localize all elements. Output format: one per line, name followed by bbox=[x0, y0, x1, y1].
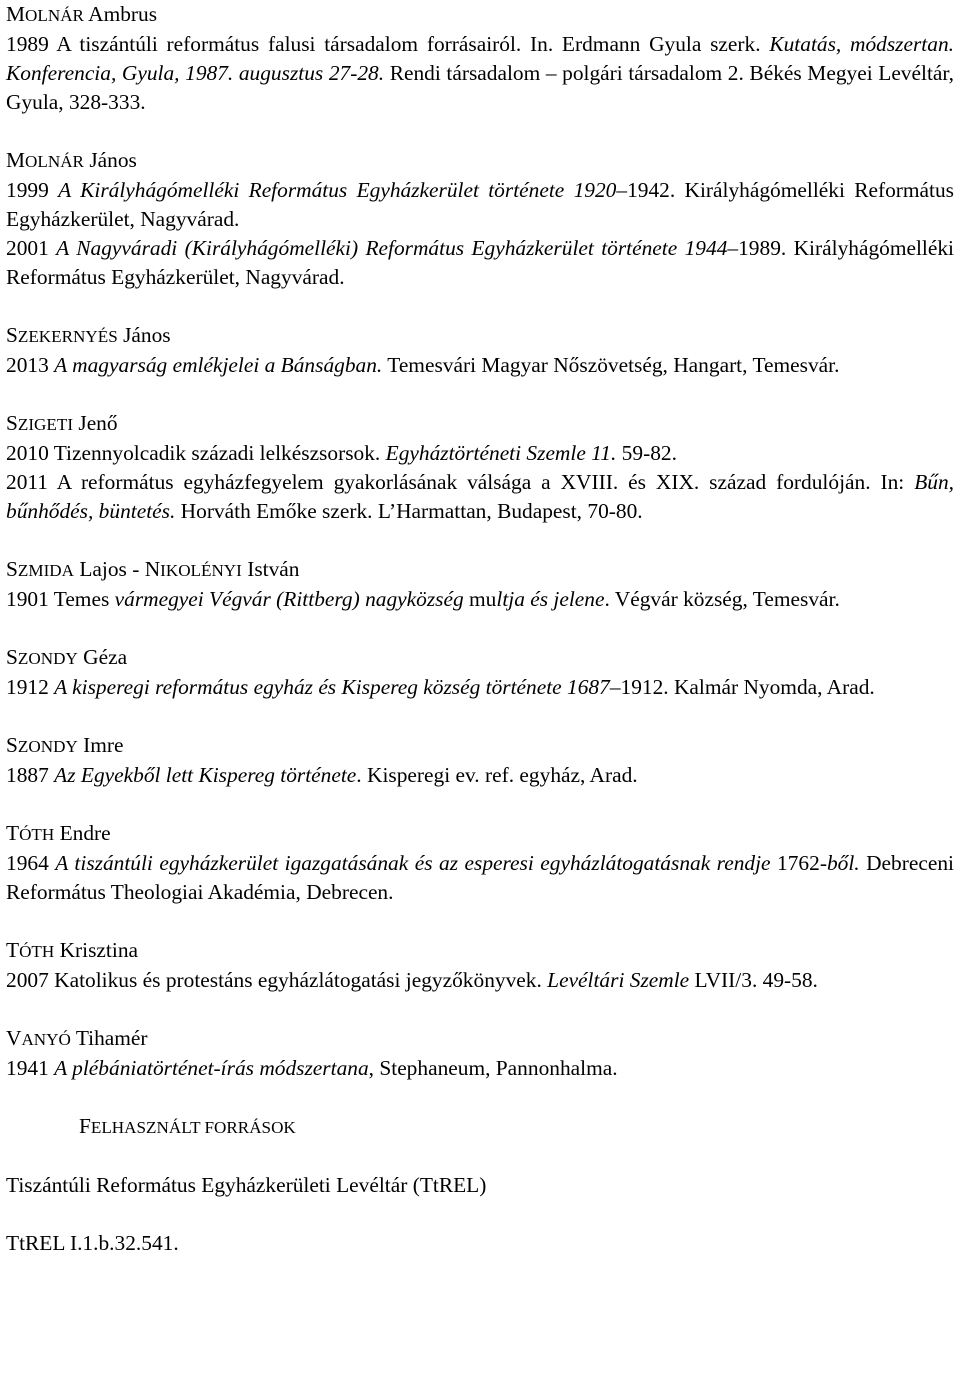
bibliography-entry bbox=[6, 819, 954, 907]
citation-text: 1887 bbox=[6, 763, 55, 787]
author-given-name: János bbox=[83, 148, 137, 172]
citation-title-italic: A tiszántúli egyházkerület igazgatásának és az esperesi egyházlátogatásnak rendje bbox=[55, 851, 778, 875]
entry-spacer bbox=[6, 995, 954, 1024]
author2-surname-rest: IKOLÉNYI bbox=[160, 561, 242, 580]
author-name bbox=[6, 555, 954, 585]
citation-text: LVII/3. 49-58. bbox=[689, 968, 818, 992]
author-name bbox=[6, 819, 954, 849]
author-surname-rest: ZMIDA bbox=[17, 561, 74, 580]
section-heading-initial: F bbox=[79, 1114, 91, 1138]
citation bbox=[6, 351, 954, 380]
citation-text: . Kisperegi ev. ref. egyház, Arad. bbox=[356, 763, 638, 787]
archive-reference: TtREL I.1.b.32.541. bbox=[6, 1231, 179, 1255]
author-surname-rest: ZONDY bbox=[17, 737, 78, 756]
author-surname-rest: ÓTH bbox=[19, 825, 55, 844]
citation-text: –1942. Királyhágómelléki Református Egyházkerület, Nagyvárad. bbox=[6, 178, 955, 231]
author-given-name: Endre bbox=[54, 821, 111, 845]
entry-spacer bbox=[6, 117, 954, 146]
author-given-name: Ambrus bbox=[83, 2, 158, 26]
citation-title-italic: ltja és jelene bbox=[496, 587, 605, 611]
citation-text: Rendi társadalom – polgári társadalom 2. Békés Megyei Levéltár, Gyula, 328-333. bbox=[6, 61, 954, 114]
citation-title-italic: Kutatás, módszertan. Konferencia, Gyula, 1987. augusztus 27-28. bbox=[6, 32, 954, 85]
citation-text: 2013 bbox=[6, 353, 55, 377]
citation-title-italic: A magyarság emlékjelei a Bánságban. bbox=[54, 353, 383, 377]
author-name bbox=[6, 731, 954, 761]
spacer bbox=[6, 1142, 954, 1171]
citation-text: 2007 Katolikus és protestáns egyházlátogatási jegyzőkönyvek. bbox=[6, 968, 548, 992]
citation bbox=[6, 585, 954, 614]
citation bbox=[6, 234, 954, 292]
author-name bbox=[6, 643, 954, 673]
citation-text: 1762- bbox=[777, 851, 827, 875]
citation-text: 1999 bbox=[6, 178, 59, 202]
citation-title-italic: Egyháztörténeti Szemle 11. bbox=[385, 441, 617, 465]
entry-spacer bbox=[6, 702, 954, 731]
citation-text: . Végvár község, Temesvár. bbox=[604, 587, 840, 611]
author-given-name: Jenő bbox=[73, 411, 118, 435]
author-given-name: Tihamér bbox=[70, 1026, 148, 1050]
author-name bbox=[6, 936, 954, 966]
bibliography-entry bbox=[6, 643, 954, 702]
citation bbox=[6, 176, 954, 234]
author-surname-initial: S bbox=[6, 733, 18, 757]
entry-spacer bbox=[6, 907, 954, 936]
citation-title-italic: Az Egyekből lett Kispereg története bbox=[54, 763, 357, 787]
citation-text: 2001 bbox=[6, 236, 57, 260]
spacer bbox=[6, 1200, 954, 1229]
entry-spacer bbox=[6, 380, 954, 409]
archive-name: Tiszántúli Református Egyházkerületi Levéltár (TtREL) bbox=[6, 1173, 487, 1197]
bibliography-entry bbox=[6, 555, 954, 614]
author-surname-rest: ZONDY bbox=[17, 649, 78, 668]
citation-text: 1964 bbox=[6, 851, 56, 875]
author-given-name: Géza bbox=[77, 645, 128, 669]
author-given-name: Krisztina bbox=[54, 938, 139, 962]
citation-title-italic: Bűn, bűnhődés, büntetés. bbox=[6, 470, 954, 523]
author-given-name: Lajos - bbox=[73, 557, 145, 581]
citation-text: –1912. Kalmár Nyomda, Arad. bbox=[609, 675, 875, 699]
author-name bbox=[6, 0, 954, 30]
citation-text: –1989. Királyhágómelléki Református Egyházkerület, Nagyvárad. bbox=[6, 236, 954, 289]
author-surname-initial: S bbox=[6, 645, 18, 669]
author-name bbox=[6, 409, 954, 439]
author-surname-rest: ANYÓ bbox=[21, 1030, 71, 1049]
citation-text: 2011 A református egyházfegyelem gyakorlásának válsága a XVIII. és XIX. század fordulóján. In: bbox=[6, 470, 915, 494]
author-surname-rest: ZEKERNYÉS bbox=[17, 327, 118, 346]
citation bbox=[6, 468, 954, 526]
author-surname-initial: V bbox=[6, 1026, 22, 1050]
section-heading bbox=[6, 1112, 954, 1142]
citation bbox=[6, 1054, 954, 1083]
citation-text: Debreceni Református Theologiai Akadémia, Debrecen. bbox=[6, 851, 954, 904]
citation-text: Horváth Emőke szerk. L’Harmattan, Budapest, 70-80. bbox=[175, 499, 643, 523]
bibliography-entry bbox=[6, 146, 954, 292]
citation bbox=[6, 439, 954, 468]
citation-text: 59-82. bbox=[616, 441, 677, 465]
bibliography-list bbox=[6, 0, 954, 1083]
entry-spacer bbox=[6, 292, 954, 321]
citation bbox=[6, 673, 954, 702]
bibliography-entry bbox=[6, 936, 954, 995]
author-surname-initial: M bbox=[6, 148, 26, 172]
citation bbox=[6, 30, 954, 117]
spacer bbox=[6, 1083, 954, 1112]
author-surname-initial: T bbox=[6, 938, 20, 962]
citation-title-italic: A Királyhágómelléki Református Egyházkerület története 1920 bbox=[58, 178, 617, 202]
author-surname-initial: T bbox=[6, 821, 20, 845]
citation-title-italic: vármegyei Végvár (Rittberg) nagyközség bbox=[114, 587, 464, 611]
author2-surname-initial: N bbox=[144, 557, 161, 581]
citation-text: , Stephaneum, Pannonhalma. bbox=[368, 1056, 618, 1080]
citation-text: 2010 Tizennyolcadik századi lelkészsorsok. bbox=[6, 441, 386, 465]
section-heading-rest: ELHASZNÁLT FORRÁSOK bbox=[90, 1118, 296, 1137]
author-surname-initial: S bbox=[6, 557, 18, 581]
citation-text: Temesvári Magyar Nőszövetség, Hangart, Temesvár. bbox=[382, 353, 840, 377]
citation-text: 1989 A tiszántúli református falusi társadalom forrásairól. In. Erdmann Gyula szerk. bbox=[6, 32, 770, 56]
author-surname-rest: OLNÁR bbox=[25, 6, 84, 25]
author-surname-initial: M bbox=[6, 2, 26, 26]
citation-text: 1912 bbox=[6, 675, 55, 699]
author-surname-rest: ÓTH bbox=[19, 942, 55, 961]
citation-title-italic: A Nagyváradi (Királyhágómelléki) Református Egyházkerület története 1944 bbox=[56, 236, 728, 260]
author-surname-rest: ZIGETI bbox=[17, 415, 74, 434]
citation-text: mu bbox=[463, 587, 497, 611]
author2-given-name: István bbox=[241, 557, 300, 581]
citation bbox=[6, 761, 954, 790]
author-surname-initial: S bbox=[6, 323, 18, 347]
citation-title-italic: A kisperegi református egyház és Kispereg község története 1687 bbox=[54, 675, 610, 699]
author-surname-rest: OLNÁR bbox=[25, 152, 84, 171]
bibliography-entry bbox=[6, 321, 954, 380]
citation-text: 1901 Temes bbox=[6, 587, 115, 611]
bibliography-entry bbox=[6, 1024, 954, 1083]
author-given-name: János bbox=[117, 323, 171, 347]
citation-title-italic: ből. bbox=[826, 851, 860, 875]
author-surname-initial: S bbox=[6, 411, 18, 435]
author-name bbox=[6, 321, 954, 351]
author-given-name: Imre bbox=[77, 733, 124, 757]
citation bbox=[6, 849, 954, 907]
entry-spacer bbox=[6, 614, 954, 643]
author-name bbox=[6, 1024, 954, 1054]
citation bbox=[6, 966, 954, 995]
bibliography-entry bbox=[6, 0, 954, 117]
citation-title-italic: A plébániatörténet-írás módszertana bbox=[54, 1056, 369, 1080]
author-name bbox=[6, 146, 954, 176]
citation-title-italic: Levéltári Szemle bbox=[547, 968, 690, 992]
entry-spacer bbox=[6, 526, 954, 555]
bibliography-entry bbox=[6, 731, 954, 790]
citation-text: 1941 bbox=[6, 1056, 55, 1080]
entry-spacer bbox=[6, 790, 954, 819]
bibliography-entry bbox=[6, 409, 954, 526]
